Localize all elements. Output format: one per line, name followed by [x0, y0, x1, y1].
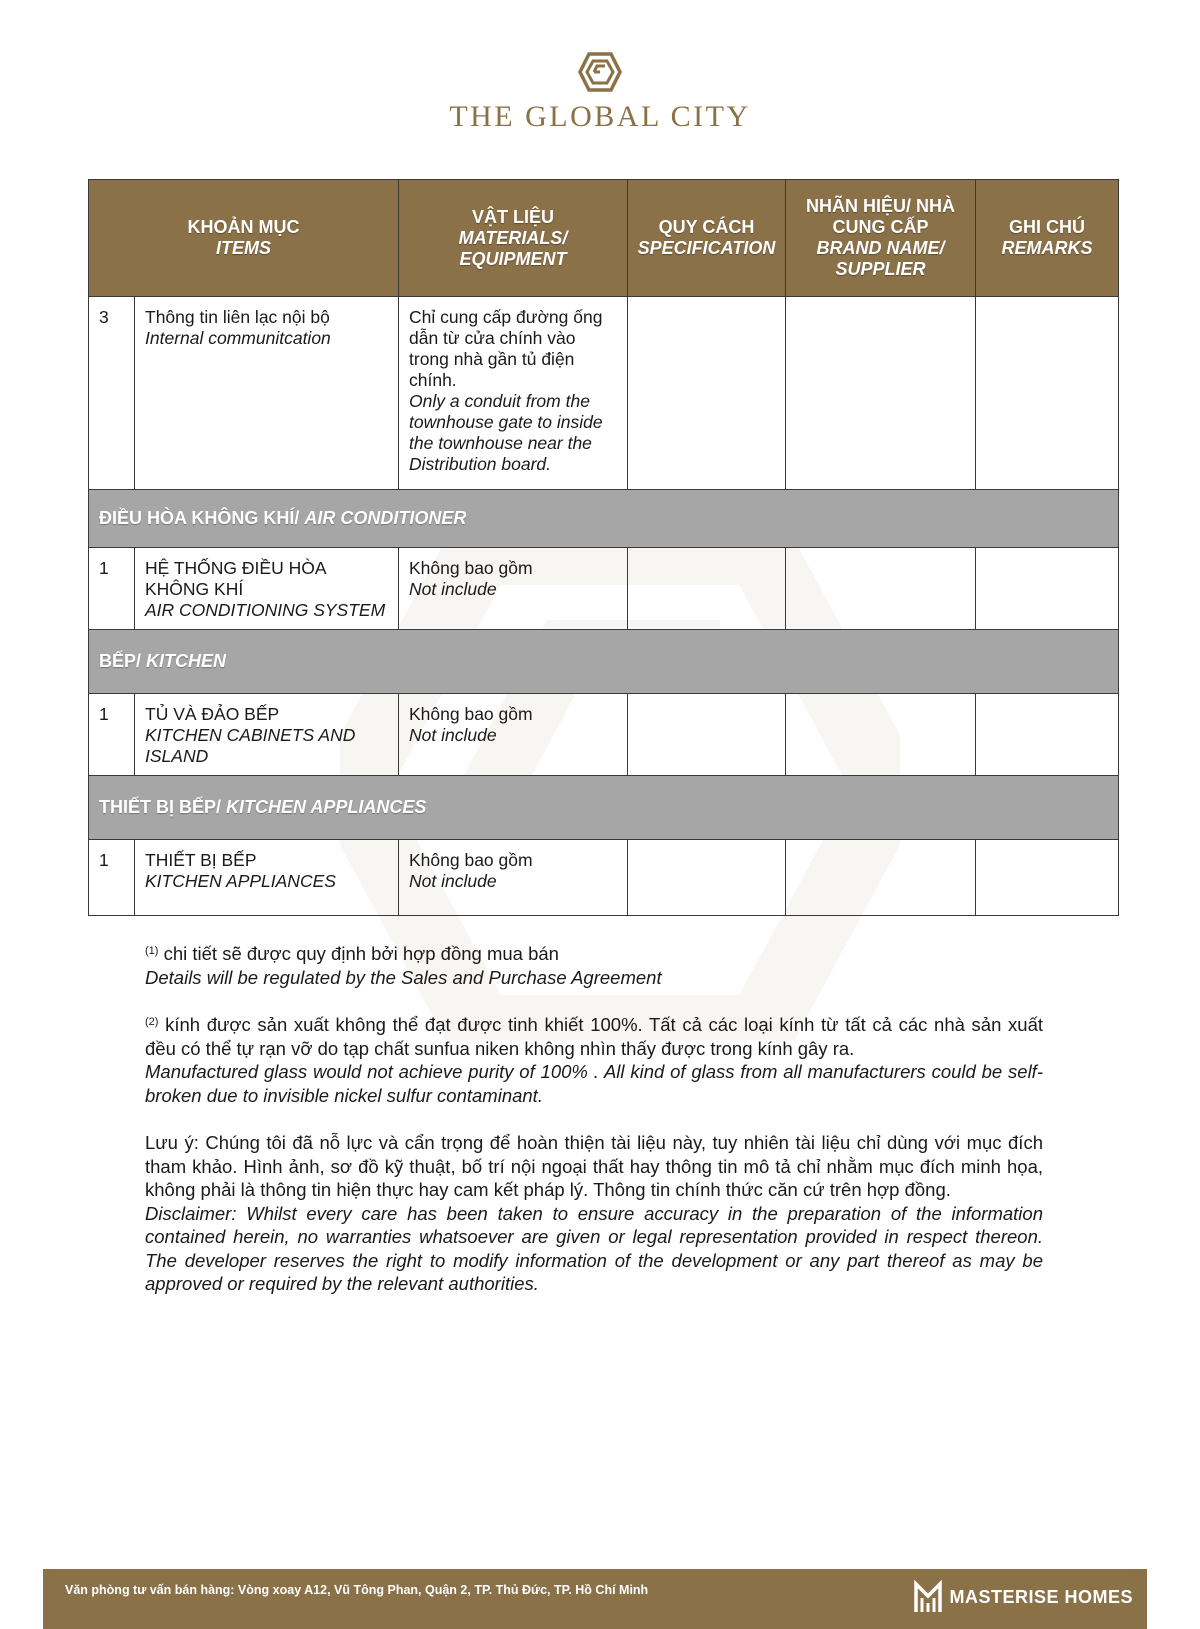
- remarks-cell: [976, 694, 1119, 776]
- company-logo: [913, 1579, 1133, 1615]
- row-number: 1: [89, 548, 135, 630]
- brand-title: THE GLOBAL CITY: [449, 100, 751, 133]
- section-row-kitchen-appliances: THIẾT BỊ BẾP/ KITCHEN APPLIANCES: [89, 776, 1119, 840]
- company-name: MASTERISE HOMES: [949, 1586, 1133, 1607]
- row-number: 3: [89, 297, 135, 490]
- specification-cell: [628, 297, 786, 490]
- masterise-homes-logo: [913, 1579, 943, 1615]
- disclaimer-en: Disclaimer: Whilst every care has been taken to ensure accuracy in the preparation of the information contained herein, no warranties whatsoever are given or legal representation provided in respect thereon. The developer reserves the right to modify information of the development or any part thereof as may be approved or required by the relevant authorities.: [145, 1202, 1043, 1294]
- brand-cell: [786, 840, 976, 916]
- global-city-hexagon-logo: [578, 52, 622, 92]
- row-number: 1: [89, 694, 135, 776]
- brand-logo: [0, 52, 1200, 134]
- item-cell: Thông tin liên lạc nội bộ Internal communitcation: [135, 297, 399, 490]
- item-cell: HỆ THỐNG ĐIỀU HÒA KHÔNG KHÍ AIR CONDITIONING SYSTEM: [135, 548, 399, 630]
- disclaimer-vi: Lưu ý: Chúng tôi đã nỗ lực và cẩn trọng để hoàn thiện tài liệu này, tuy nhiên tài liệu chỉ dùng với mục đích tham khảo. Hình ảnh, sơ đồ kỹ thuật, bố trí nội ngoại thất hay thông tin mô tả chỉ nhằm mục đích minh họa, không phải là thông tin hiện thực hay cam kết pháp lý. Thông tin chính thức căn cứ trên hợp đồng.: [145, 1132, 1043, 1200]
- material-cell: Không bao gồm Not include: [399, 548, 628, 630]
- note-2-vi: $^{(2)}$ kính được sản xuất không thể đạt được tinh khiết 100%. Tất cả các loại kính từ tất cả các nhà sản xuất đều có thể tự rạn vỡ do tạp chất sunfua niken không nhìn thấy được trong kính gây ra.: [145, 1014, 1043, 1059]
- row-number: 1: [89, 840, 135, 916]
- footnotes: [145, 940, 1043, 1296]
- table-row: [89, 840, 1119, 916]
- brand-cell: [786, 297, 976, 490]
- footer-bar: [43, 1569, 1147, 1629]
- table-row: [89, 548, 1119, 630]
- note-1-vi: $^{(1)}$ chi tiết sẽ được quy định bởi hợp đồng mua bán: [145, 943, 559, 964]
- note-2-en: Manufactured glass would not achieve purity of 100% . All kind of glass from all manufacturers could be self-broken due to invisible nickel sulfur contaminant.: [145, 1061, 1043, 1106]
- brand-cell: [786, 694, 976, 776]
- section-row-kitchen: BẾP/ KITCHEN: [89, 630, 1119, 694]
- material-cell: Không bao gồm Not include: [399, 694, 628, 776]
- note-1-en: Details will be regulated by the Sales and Purchase Agreement: [145, 966, 662, 988]
- column-header-items: KHOẢN MỤC ITEMS: [89, 180, 399, 297]
- material-cell: Không bao gồm Not include: [399, 840, 628, 916]
- brand-cell: [786, 548, 976, 630]
- specification-cell: [628, 694, 786, 776]
- specification-cell: [628, 840, 786, 916]
- column-header-remarks: GHI CHÚ REMARKS: [976, 180, 1119, 297]
- remarks-cell: [976, 548, 1119, 630]
- table-row: [89, 297, 1119, 490]
- remarks-cell: [976, 840, 1119, 916]
- remarks-cell: [976, 297, 1119, 490]
- column-header-brand-supplier: NHÃN HIỆU/ NHÀ CUNG CẤP BRAND NAME/ SUPPLIER: [786, 180, 976, 297]
- section-row-air-conditioner: ĐIỀU HÒA KHÔNG KHÍ/ AIR CONDITIONER: [89, 490, 1119, 548]
- column-header-specification: QUY CÁCH SPECIFICATION: [628, 180, 786, 297]
- item-cell: THIẾT BỊ BẾP KITCHEN APPLIANCES: [135, 840, 399, 916]
- table-header-row: [89, 180, 1119, 297]
- sales-office-address: Văn phòng tư vấn bán hàng: Vòng xoay A12, Vũ Tông Phan, Quận 2, TP. Thủ Đức, TP. Hồ Chí Minh: [65, 1583, 649, 1597]
- table-row: [89, 694, 1119, 776]
- column-header-materials: VẬT LIỆU MATERIALS/ EQUIPMENT: [399, 180, 628, 297]
- specification-table: [88, 179, 1119, 916]
- item-cell: TỦ VÀ ĐẢO BẾP KITCHEN CABINETS AND ISLAND: [135, 694, 399, 776]
- specification-cell: [628, 548, 786, 630]
- material-cell: Chỉ cung cấp đường ống dẫn từ cửa chính vào trong nhà gần tủ điện chính. Only a conduit from the townhouse gate to inside the townhouse near the Distribution board.: [399, 297, 628, 490]
